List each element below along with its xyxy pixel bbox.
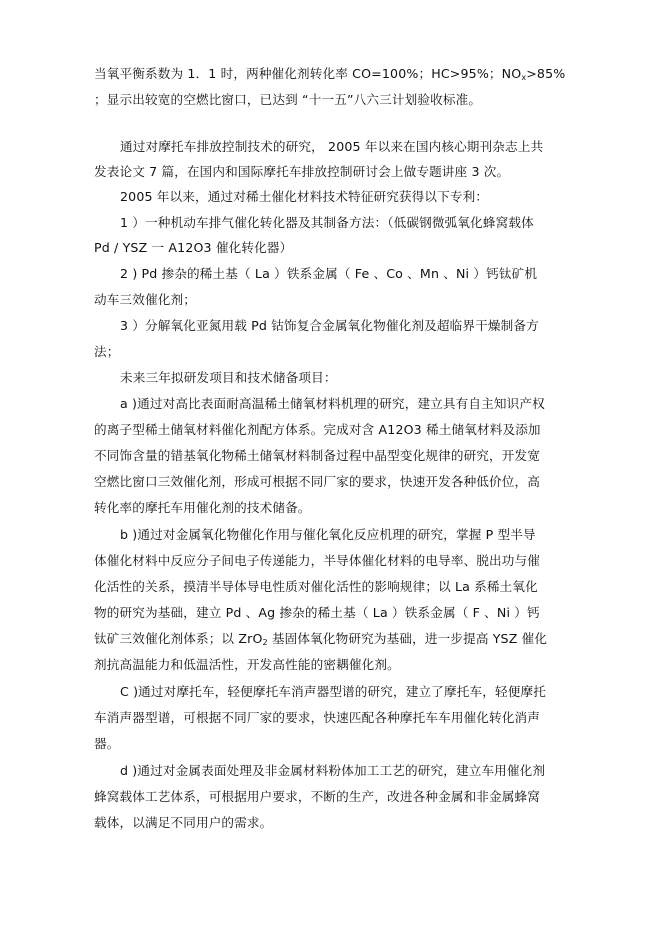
patent-1-line-2: Pd / YSZ 一 A12O3 催化转化器） <box>94 240 293 255</box>
text-run: >85% <box>526 66 566 81</box>
patent-2-line-2: 动车三效催化剂； <box>94 292 196 307</box>
item-b-line-5 <box>94 631 547 647</box>
item-c-line-2: 车消声器型谱，可根据不同厂家的要求，快速匹配各种摩托车车用催化转化消声 <box>94 710 541 725</box>
item-a-line-4: 空燃比窗口三效催化剂，形成可根据不同厂家的要求，快速开发各种低价位，高 <box>94 474 541 489</box>
patent-1-line-1: 1 ）一种机动车排气催化转化器及其制备方法：（低碳钢微弧氧化蜂窝载体 <box>120 215 534 230</box>
text-run: 钛矿三效催化剂体系；以 ZrO <box>94 631 263 646</box>
patent-3-line-2: 法； <box>94 344 120 359</box>
item-a-line-3: 不同饰含量的错基氧化物稀土储氧材料制备过程中晶型变化规律的研究，开发宽 <box>94 448 541 463</box>
item-b-line-6: 剂抗高温能力和低温活性，开发高性能的密耦催化剂。 <box>94 657 400 672</box>
item-a-line-2: 的离子型稀土储氧材料催化剂配方体系。完成对含 A12O3 稀土储氧材料及添加 <box>94 422 541 437</box>
subscript-2: 2 <box>262 638 268 647</box>
subscript-x: x <box>521 73 527 82</box>
text-run: 基固体氧化物研究为基础，进一步提高 YSZ 催化 <box>267 631 548 646</box>
future-heading: 未来三年拟研发项目和技术储备项目： <box>120 370 337 385</box>
item-a-line-5: 转化率的摩托车用催化剂的技术储备。 <box>94 500 311 515</box>
item-b-line-2: 体催化材料中反应分子间电子传递能力，半导体催化材料的电导率、脱出功与催 <box>94 553 541 568</box>
text-run: 当氧平衡系数为 1．1 时，两种催化剂转化率 CO=100%；HC>95%；NO <box>94 66 522 81</box>
item-b-line-1: b )通过对金属氧化物催化作用与催化氧化反应机理的研究，掌握 P 型半导 <box>120 527 536 542</box>
item-d-line-2: 蜂窝载体工艺体系，可根据用户要求，不断的生产，改进各种金属和非金属蜂窝 <box>94 789 541 804</box>
paragraph-3-line-1: 2005 年以来，通过对稀土催化材料技术特征研究获得以下专利： <box>120 189 489 204</box>
paragraph-1-line-1 <box>94 66 565 82</box>
item-c-line-3: 器。 <box>94 736 120 751</box>
item-b-line-3: 化活性的关系，摸清半导体导电性质对催化活性的影响规律；以 La 系稀土氧化 <box>94 579 538 594</box>
item-a-line-1: a )通过对高比表面耐高温稀土储氧材料机理的研究，建立具有自主知识产权 <box>120 396 545 411</box>
item-c-line-1: C )通过对摩托车，轻便摩托车消声器型谱的研究，建立了摩托车，轻便摩托 <box>120 684 546 699</box>
patent-2-line-1: 2 ) Pd 掺杂的稀土基（ La ）铁系金属（ Fe 、Co 、Mn 、Ni ）钙钛矿机 <box>120 266 538 281</box>
item-d-line-3: 载体，以满足不同用户的需求。 <box>94 815 273 830</box>
paragraph-2-line-2: 发表论文 7 篇，在国内和国际摩托车排放控制研讨会上做专题讲座 3 次。 <box>94 164 510 179</box>
item-d-line-1: d )通过对金属表面处理及非金属材料粉体加工工艺的研究，建立车用催化剂 <box>120 763 546 778</box>
paragraph-1-line-2: ；显示出较宽的空燃比窗口，已达到 “十一五”八六三计划验收标准。 <box>94 92 482 107</box>
patent-3-line-1: 3 ）分解氧化亚氮用载 Pd 钴饰复合金属氧化物催化剂及超临界干燥制备方 <box>120 318 539 333</box>
item-b-line-4: 物的研究为基础，建立 Pd 、Ag 掺杂的稀土基（ La ）铁系金属（ F 、Ni ）钙 <box>94 605 540 620</box>
paragraph-2-line-1: 通过对摩托车排放控制技术的研究， 2005 年以来在国内核心期刊杂志上共 <box>120 139 544 154</box>
